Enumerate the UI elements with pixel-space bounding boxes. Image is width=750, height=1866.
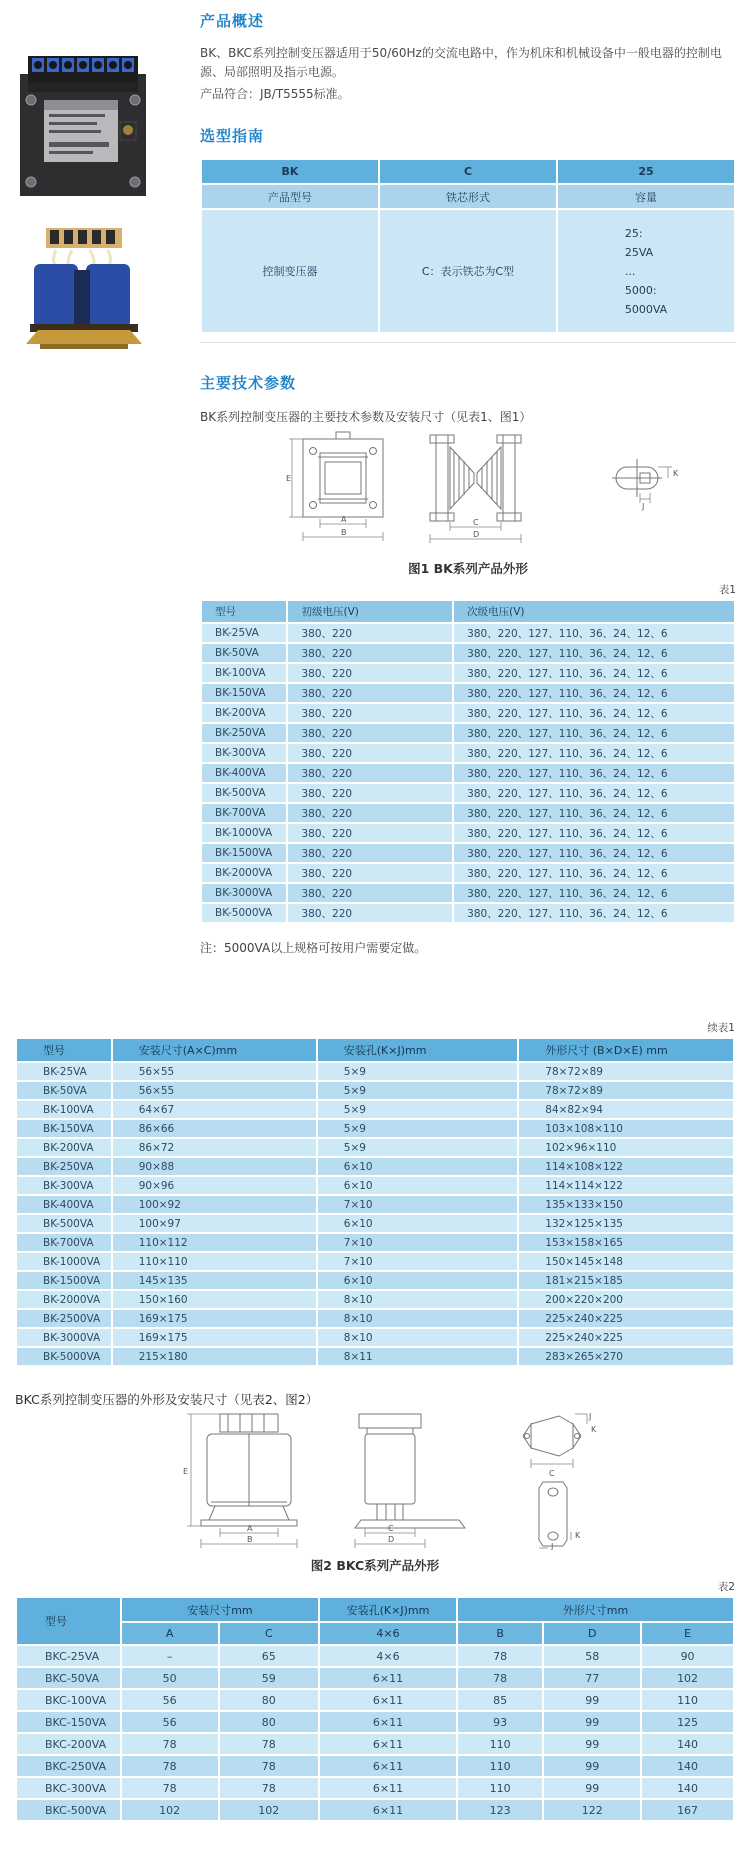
table-cell: 380、220、127、110、36、24、12、6 <box>454 744 734 762</box>
svg-text:E: E <box>183 1467 189 1476</box>
table-cell: 380、220、127、110、36、24、12、6 <box>454 864 734 882</box>
table-cell: 103×108×110 <box>519 1120 733 1137</box>
table-cell: 5×9 <box>318 1139 518 1156</box>
table-cell: 110×112 <box>113 1234 316 1251</box>
table-cell: BK-400VA <box>17 1196 111 1213</box>
table-row <box>17 1646 733 1666</box>
capacity-line: 25VA <box>624 245 654 259</box>
model-code-table <box>200 158 736 334</box>
table-cell: 6×11 <box>320 1712 456 1732</box>
svg-text:K: K <box>591 1425 597 1434</box>
table-cell: 169×175 <box>113 1329 316 1346</box>
table-cell: 150×145×148 <box>519 1253 733 1270</box>
table-cell: 167 <box>642 1800 733 1820</box>
product-photos <box>0 0 200 400</box>
table-cell: BKC-250VA <box>17 1756 120 1776</box>
sub-d: D <box>544 1623 640 1644</box>
table-cell: 7×10 <box>318 1234 518 1251</box>
group-mounting-size: 安装尺寸mm <box>122 1598 318 1621</box>
table-cell: 99 <box>544 1690 640 1710</box>
table-cell: BKC-150VA <box>17 1712 120 1732</box>
table-cell: 380、220、127、110、36、24、12、6 <box>454 844 734 862</box>
table-cell: BK-100VA <box>202 664 286 682</box>
table-cell: BK-2000VA <box>17 1291 111 1308</box>
svg-text:D: D <box>473 530 480 539</box>
table-cell: BK-150VA <box>202 684 286 702</box>
table-cell: 100×97 <box>113 1215 316 1232</box>
table-cell: BK-500VA <box>17 1215 111 1232</box>
svg-text:J: J <box>642 502 645 511</box>
table-cell: 380、220 <box>288 684 452 702</box>
sub-b: B <box>458 1623 542 1644</box>
table-row <box>17 1234 733 1251</box>
table-cell: 65 <box>220 1646 319 1666</box>
table-cell: 200×220×200 <box>519 1291 733 1308</box>
table-row <box>202 724 734 742</box>
table-row <box>17 1215 733 1232</box>
bkc-bobbin-top-view <box>523 1416 581 1456</box>
table-cell: 6×11 <box>320 1778 456 1798</box>
capacity-range <box>625 224 667 319</box>
table-row <box>202 764 734 782</box>
svg-text:C: C <box>473 518 479 527</box>
table-cell: 78 <box>458 1646 542 1666</box>
table-row <box>17 1756 733 1776</box>
table-cell: 50 <box>122 1668 218 1688</box>
code-c: C <box>380 160 556 183</box>
table-cell: 56 <box>122 1712 218 1732</box>
table-cell: 8×11 <box>318 1348 518 1365</box>
table-cell: 85 <box>458 1690 542 1710</box>
table-cell: 99 <box>544 1756 640 1776</box>
table-cell: – <box>122 1646 218 1666</box>
table-row <box>17 1291 733 1308</box>
table-cell: BK-25VA <box>17 1063 111 1080</box>
svg-text:C: C <box>388 1524 394 1533</box>
table-cell: 380、220 <box>288 804 452 822</box>
table-cell: 380、220 <box>288 844 452 862</box>
svg-text:A: A <box>247 1524 253 1533</box>
table-row <box>202 684 734 702</box>
table-cell: 380、220 <box>288 764 452 782</box>
table-cell: 86×72 <box>113 1139 316 1156</box>
table-row <box>17 1063 733 1080</box>
sub-hole: 4×6 <box>320 1623 456 1644</box>
table-row <box>17 1101 733 1118</box>
svg-text:B: B <box>247 1535 253 1544</box>
table-cell: 6×10 <box>318 1215 518 1232</box>
table-cell: 110 <box>642 1690 733 1710</box>
figure1 <box>200 429 736 557</box>
table-cell: 380、220、127、110、36、24、12、6 <box>454 784 734 802</box>
table-cell: 6×11 <box>320 1690 456 1710</box>
table-cell: 380、220 <box>288 724 452 742</box>
table-cell: 110×110 <box>113 1253 316 1270</box>
side-view <box>430 435 521 521</box>
table-row <box>17 1778 733 1798</box>
table-cell: 102 <box>122 1800 218 1820</box>
table-cell: BK-5000VA <box>202 904 286 922</box>
meaning-capacity: 容量 <box>558 185 734 208</box>
table-cell: 380、220、127、110、36、24、12、6 <box>454 804 734 822</box>
sub-a: A <box>122 1623 218 1644</box>
table-cell: 380、220 <box>288 784 452 802</box>
figure2-caption: 图2 BKC系列产品外形 <box>310 1558 440 1573</box>
table-row <box>17 1690 733 1710</box>
table-row <box>17 1177 733 1194</box>
table-cell: 110 <box>458 1734 542 1754</box>
table-cell: 78 <box>122 1778 218 1798</box>
table-cell: BK-700VA <box>202 804 286 822</box>
col-model: 型号 <box>17 1039 111 1061</box>
table-cell: BK-50VA <box>17 1082 111 1099</box>
table-cell: 6×11 <box>320 1756 456 1776</box>
table-cell: 225×240×225 <box>519 1329 733 1346</box>
table-cell: 7×10 <box>318 1196 518 1213</box>
table-row <box>202 664 734 682</box>
custom-order-note: 注：5000VA以上规格可按用户需要定做。 <box>200 941 427 955</box>
table-cell: BKC-500VA <box>17 1800 120 1820</box>
bkc-bracket-view <box>539 1482 567 1546</box>
svg-text:A: A <box>341 515 347 524</box>
table-cell: 5×9 <box>318 1063 518 1080</box>
table-cell: 125 <box>642 1712 733 1732</box>
table-cell: 140 <box>642 1756 733 1776</box>
table-cell: 86×66 <box>113 1120 316 1137</box>
table-cell: BKC-25VA <box>17 1646 120 1666</box>
capacity-line: 5000VA <box>624 302 668 316</box>
table-cell: 380、220、127、110、36、24、12、6 <box>454 644 734 662</box>
col-mounting-size: 安装尺寸(A×C)mm <box>113 1039 316 1061</box>
table-cell: BKC-50VA <box>17 1668 120 1688</box>
table-cell: 90×88 <box>113 1158 316 1175</box>
table-cell: BKC-100VA <box>17 1690 120 1710</box>
table-cell: BK-2500VA <box>17 1310 111 1327</box>
selection-guide-heading: 选型指南 <box>200 127 265 145</box>
table-cell: 8×10 <box>318 1310 518 1327</box>
bkc-intro-text: BKC系列控制变压器的外形及安装尺寸（见表2、图2） <box>15 1392 319 1407</box>
svg-text:K: K <box>673 469 679 478</box>
table-cell: 5×9 <box>318 1101 518 1118</box>
table-cell: 132×125×135 <box>519 1215 733 1232</box>
table-cell: BK-3000VA <box>202 884 286 902</box>
table-cell: BK-200VA <box>17 1139 111 1156</box>
table-cell: 59 <box>220 1668 319 1688</box>
table-cell: 380、220、127、110、36、24、12、6 <box>454 624 734 642</box>
table-cell: 99 <box>544 1734 640 1754</box>
table-row <box>202 824 734 842</box>
table-cell: 380、220 <box>288 624 452 642</box>
table-cell: 56 <box>122 1690 218 1710</box>
table-cell: 6×11 <box>320 1800 456 1820</box>
group-mounting-hole: 安装孔(K×J)mm <box>320 1598 456 1621</box>
table-cell: BK-500VA <box>202 784 286 802</box>
table-cell: 380、220 <box>288 864 452 882</box>
table-row <box>202 864 734 882</box>
table-cell: BK-300VA <box>202 744 286 762</box>
meaning-core: 铁芯形式 <box>380 185 556 208</box>
table-cell: 7×10 <box>318 1253 518 1270</box>
capacity-line: 5000: <box>624 283 657 297</box>
sub-e: E <box>642 1623 733 1644</box>
value-capacity <box>558 210 734 332</box>
table-row <box>17 1668 733 1688</box>
table-row <box>17 1158 733 1175</box>
table-cell: 169×175 <box>113 1310 316 1327</box>
table-row <box>17 1348 733 1365</box>
code-bk: BK <box>202 160 378 183</box>
code-25: 25 <box>558 160 734 183</box>
table-row <box>17 1139 733 1156</box>
table-cell: 140 <box>642 1778 733 1798</box>
table-cell: 56×55 <box>113 1082 316 1099</box>
table-row <box>17 1310 733 1327</box>
value-core: C：表示铁芯为C型 <box>380 210 556 332</box>
capacity-line: 25: <box>624 226 643 240</box>
table-cell: 6×10 <box>318 1158 518 1175</box>
table-cell: BK-1500VA <box>17 1272 111 1289</box>
table-row <box>202 624 734 642</box>
table-cell: BK-150VA <box>17 1120 111 1137</box>
table-cell: BK-300VA <box>17 1177 111 1194</box>
table-cell: 110 <box>458 1778 542 1798</box>
table-cell: 122 <box>544 1800 640 1820</box>
table-cell: 380、220、127、110、36、24、12、6 <box>454 824 734 842</box>
table-cell: BK-1000VA <box>17 1253 111 1270</box>
table-row <box>17 1272 733 1289</box>
table-cell: 181×215×185 <box>519 1272 733 1289</box>
table-row <box>202 784 734 802</box>
table-cell: 380、220 <box>288 744 452 762</box>
table-row <box>17 1253 733 1270</box>
value-product: 控制变压器 <box>202 210 378 332</box>
sub-header-row <box>17 1623 733 1644</box>
table-row <box>202 904 734 922</box>
col-model: 型号 <box>17 1598 120 1644</box>
figure1-caption: 图1 BK系列产品外形 <box>408 561 528 576</box>
table-cell: 8×10 <box>318 1291 518 1308</box>
table-cell: 150×160 <box>113 1291 316 1308</box>
table-cell: BK-2000VA <box>202 864 286 882</box>
table-cell: BK-1500VA <box>202 844 286 862</box>
bkc-side-view <box>355 1414 465 1528</box>
table-cell: 225×240×225 <box>519 1310 733 1327</box>
table-cell: 78 <box>458 1668 542 1688</box>
col-outline-size: 外形尺寸 (B×D×E) mm <box>519 1039 733 1061</box>
group-outline-size: 外形尺寸mm <box>458 1598 733 1621</box>
table-row <box>202 644 734 662</box>
table-row <box>202 704 734 722</box>
table-cell: BK-50VA <box>202 644 286 662</box>
bkc-front-view <box>201 1414 297 1526</box>
table-cell: BKC-300VA <box>17 1778 120 1798</box>
table-cell: 84×82×94 <box>519 1101 733 1118</box>
table-cell: 380、220、127、110、36、24、12、6 <box>454 704 734 722</box>
capacity-line: ... <box>624 264 636 278</box>
table-row <box>202 804 734 822</box>
table1-continued-label: 续表1 <box>707 1022 735 1034</box>
table-cell: 380、220 <box>288 664 452 682</box>
table-row <box>17 1082 733 1099</box>
bkc-transformer-photo <box>26 226 142 352</box>
table-cell: BK-5000VA <box>17 1348 111 1365</box>
table-cell: BK-3000VA <box>17 1329 111 1346</box>
table-cell: 80 <box>220 1690 319 1710</box>
table1-label: 表1 <box>718 584 736 596</box>
table-row <box>17 1329 733 1346</box>
table-cell: BK-400VA <box>202 764 286 782</box>
svg-text:C: C <box>549 1469 555 1478</box>
table-cell: BK-100VA <box>17 1101 111 1118</box>
tech-params-heading: 主要技术参数 <box>200 374 297 392</box>
col-model: 型号 <box>202 601 286 622</box>
svg-text:E: E <box>286 474 292 483</box>
table-cell: 6×11 <box>320 1668 456 1688</box>
table-cell: 380、220、127、110、36、24、12、6 <box>454 684 734 702</box>
table-cell: 90 <box>642 1646 733 1666</box>
table-cell: 100×92 <box>113 1196 316 1213</box>
svg-text:J: J <box>589 1412 592 1421</box>
table-cell: 64×67 <box>113 1101 316 1118</box>
table-cell: 114×114×122 <box>519 1177 733 1194</box>
svg-text:B: B <box>341 528 347 537</box>
section-divider <box>200 342 736 343</box>
col-secondary-voltage: 次级电压(V) <box>454 601 734 622</box>
table-cell: 99 <box>544 1712 640 1732</box>
front-view <box>303 432 383 517</box>
bk-transformer-photo <box>16 48 150 200</box>
bk-dimensions-table <box>15 1037 735 1367</box>
table-cell: 380、220、127、110、36、24、12、6 <box>454 724 734 742</box>
meaning-model: 产品型号 <box>202 185 378 208</box>
table-row <box>17 1712 733 1732</box>
table-row <box>17 1800 733 1820</box>
table-cell: BK-25VA <box>202 624 286 642</box>
table-cell: BK-200VA <box>202 704 286 722</box>
table-cell: 5×9 <box>318 1120 518 1137</box>
table-cell: 110 <box>458 1756 542 1776</box>
table-row <box>202 744 734 762</box>
table-cell: 8×10 <box>318 1329 518 1346</box>
bottom-section <box>15 1020 735 1822</box>
table-cell: 145×135 <box>113 1272 316 1289</box>
col-primary-voltage: 初级电压(V) <box>288 601 452 622</box>
group-header-row <box>17 1598 733 1621</box>
standard-line: 产品符合：JB/T5555标准。 <box>200 87 350 101</box>
table-cell: 4×6 <box>320 1646 456 1666</box>
figure2 <box>15 1412 735 1554</box>
table-cell: 90×96 <box>113 1177 316 1194</box>
table-header-row <box>17 1039 733 1061</box>
table-cell: 6×10 <box>318 1177 518 1194</box>
figure2-drawing <box>15 1412 735 1550</box>
table-cell: 78 <box>220 1778 319 1798</box>
table-cell: 78 <box>122 1734 218 1754</box>
table-cell: 380、220 <box>288 884 452 902</box>
table-cell: 78×72×89 <box>519 1063 733 1080</box>
table-row <box>202 844 734 862</box>
table-cell: 5×9 <box>318 1082 518 1099</box>
meaning-row <box>202 185 734 208</box>
table-cell: 283×265×270 <box>519 1348 733 1365</box>
table-cell: 215×180 <box>113 1348 316 1365</box>
table-row <box>17 1120 733 1137</box>
main-content-column <box>200 0 736 956</box>
table-cell: 78 <box>220 1756 319 1776</box>
overview-heading: 产品概述 <box>200 12 265 30</box>
table-cell: 77 <box>544 1668 640 1688</box>
table-cell: 123 <box>458 1800 542 1820</box>
svg-text:J: J <box>551 1542 554 1550</box>
table-row <box>17 1734 733 1754</box>
table-cell: 102×96×110 <box>519 1139 733 1156</box>
table-row <box>202 884 734 902</box>
table-cell: 56×55 <box>113 1063 316 1080</box>
table-cell: 140 <box>642 1734 733 1754</box>
table-cell: 6×11 <box>320 1734 456 1754</box>
col-mounting-hole: 安装孔(K×J)mm <box>318 1039 518 1061</box>
table-cell: BKC-200VA <box>17 1734 120 1754</box>
table-cell: 78 <box>220 1734 319 1754</box>
bk-intro-text: BK系列控制变压器的主要技术参数及安装尺寸（见表1、图1） <box>200 410 532 424</box>
bk-voltage-table <box>200 599 736 924</box>
table-row <box>17 1196 733 1213</box>
table-cell: 380、220 <box>288 904 452 922</box>
table-cell: 6×10 <box>318 1272 518 1289</box>
table-cell: 380、220 <box>288 824 452 842</box>
table-cell: 114×108×122 <box>519 1158 733 1175</box>
figure1-drawing <box>208 429 728 553</box>
table-cell: 102 <box>642 1668 733 1688</box>
table-cell: BK-250VA <box>17 1158 111 1175</box>
table-cell: 380、220、127、110、36、24、12、6 <box>454 764 734 782</box>
table-cell: 99 <box>544 1778 640 1798</box>
bkc-dimensions-table <box>15 1596 735 1822</box>
table-cell: 380、220、127、110、36、24、12、6 <box>454 664 734 682</box>
table-cell: BK-700VA <box>17 1234 111 1251</box>
overview-body: BK、BKC系列控制变压器适用于50/60Hz的交流电路中，作为机床和机械设备中一般电器的控制电源、局部照明及指示电源。 <box>200 46 722 79</box>
table-cell: 380、220 <box>288 704 452 722</box>
svg-text:D: D <box>388 1535 395 1544</box>
code-row <box>202 160 734 183</box>
table-cell: 135×133×150 <box>519 1196 733 1213</box>
table-cell: 380、220 <box>288 644 452 662</box>
mounting-hole-detail <box>612 459 662 497</box>
table-cell: BK-250VA <box>202 724 286 742</box>
table-cell: BK-1000VA <box>202 824 286 842</box>
table-cell: 78 <box>122 1756 218 1776</box>
sub-c: C <box>220 1623 319 1644</box>
table-cell: 80 <box>220 1712 319 1732</box>
value-row <box>202 210 734 332</box>
table-header-row <box>202 601 734 622</box>
table-cell: 153×158×165 <box>519 1234 733 1251</box>
svg-text:K: K <box>575 1531 581 1540</box>
table-cell: 380、220、127、110、36、24、12、6 <box>454 884 734 902</box>
table-cell: 102 <box>220 1800 319 1820</box>
table-cell: 58 <box>544 1646 640 1666</box>
table2-label: 表2 <box>717 1581 735 1593</box>
table-cell: 78×72×89 <box>519 1082 733 1099</box>
table-cell: 93 <box>458 1712 542 1732</box>
table-cell: 380、220、127、110、36、24、12、6 <box>454 904 734 922</box>
